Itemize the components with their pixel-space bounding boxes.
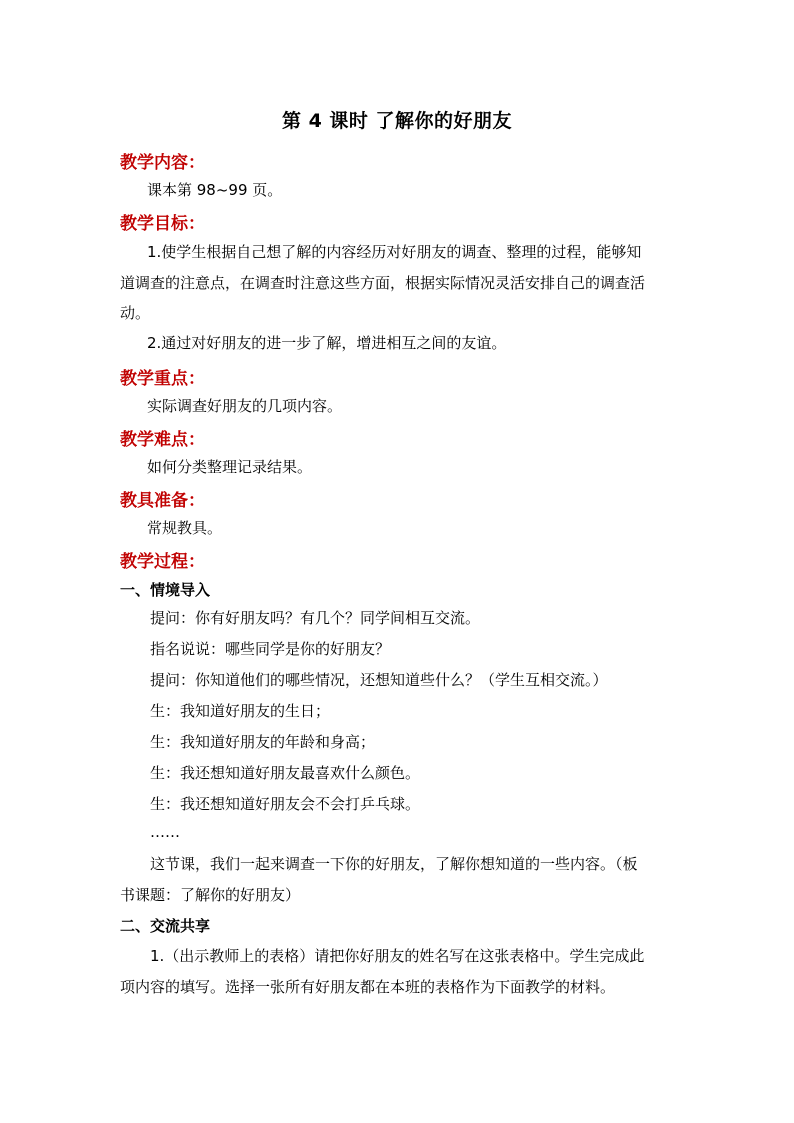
part-1-line-2: 指名说说：哪些同学是你的好朋友？: [150, 640, 391, 658]
heading-key-points: 教学重点：: [120, 369, 205, 389]
teaching-content-text: 课本第 98~99 页。: [147, 181, 283, 199]
teaching-tools-text: 常规教具。: [147, 519, 223, 537]
part-1-ellipsis: ……: [150, 823, 180, 841]
goal-1-line-1: 1.使学生根据自己想了解的内容经历对好朋友的调查、整理的过程，能够知: [147, 243, 642, 261]
goal-2: 2.通过对好朋友的进一步了解，增进相互之间的友谊。: [147, 334, 507, 352]
heading-teaching-tools: 教具准备：: [120, 491, 205, 511]
part-1-paragraph-line-2: 书课题：了解你的好朋友）: [120, 886, 301, 904]
key-points-text: 实际调查好朋友的几项内容。: [147, 397, 343, 415]
part-1-paragraph-line-1: 这节课，我们一起来调查一下你的好朋友，了解你想知道的一些内容。（板: [150, 855, 638, 873]
part-1-heading: 一、情境导入: [120, 581, 211, 599]
heading-teaching-process: 教学过程：: [120, 552, 205, 572]
part-1-line-5: 生：我知道好朋友的年龄和身高；: [150, 733, 376, 751]
heading-teaching-content: 教学内容：: [120, 153, 205, 173]
goal-1-line-2: 道调查的注意点，在调查时注意这些方面，根据实际情况灵活安排自己的调查活: [120, 274, 646, 292]
part-2-heading: 二、交流共享: [120, 917, 211, 935]
part-1-line-4: 生：我知道好朋友的生日；: [150, 702, 331, 720]
heading-difficult-points: 教学难点：: [120, 430, 205, 450]
heading-teaching-goals: 教学目标：: [120, 214, 205, 234]
lesson-title: 第 4 课时 了解你的好朋友: [281, 110, 513, 132]
part-2-line-2: 项内容的填写。选择一张所有好朋友都在本班的表格作为下面教学的材料。: [120, 978, 616, 996]
part-1-line-3: 提问：你知道他们的哪些情况，还想知道些什么？（学生互相交流。）: [150, 671, 608, 689]
part-1-line-6: 生：我还想知道好朋友最喜欢什么颜色。: [150, 764, 421, 782]
difficult-points-text: 如何分类整理记录结果。: [147, 458, 313, 476]
part-2-line-1: 1.（出示教师上的表格）请把你好朋友的姓名写在这张表格中。学生完成此: [150, 947, 645, 965]
part-1-line-7: 生：我还想知道好朋友会不会打乒乓球。: [150, 795, 421, 813]
part-1-line-1: 提问：你有好朋友吗？有几个？同学间相互交流。: [150, 609, 481, 627]
goal-1-line-3: 动。: [120, 304, 151, 322]
